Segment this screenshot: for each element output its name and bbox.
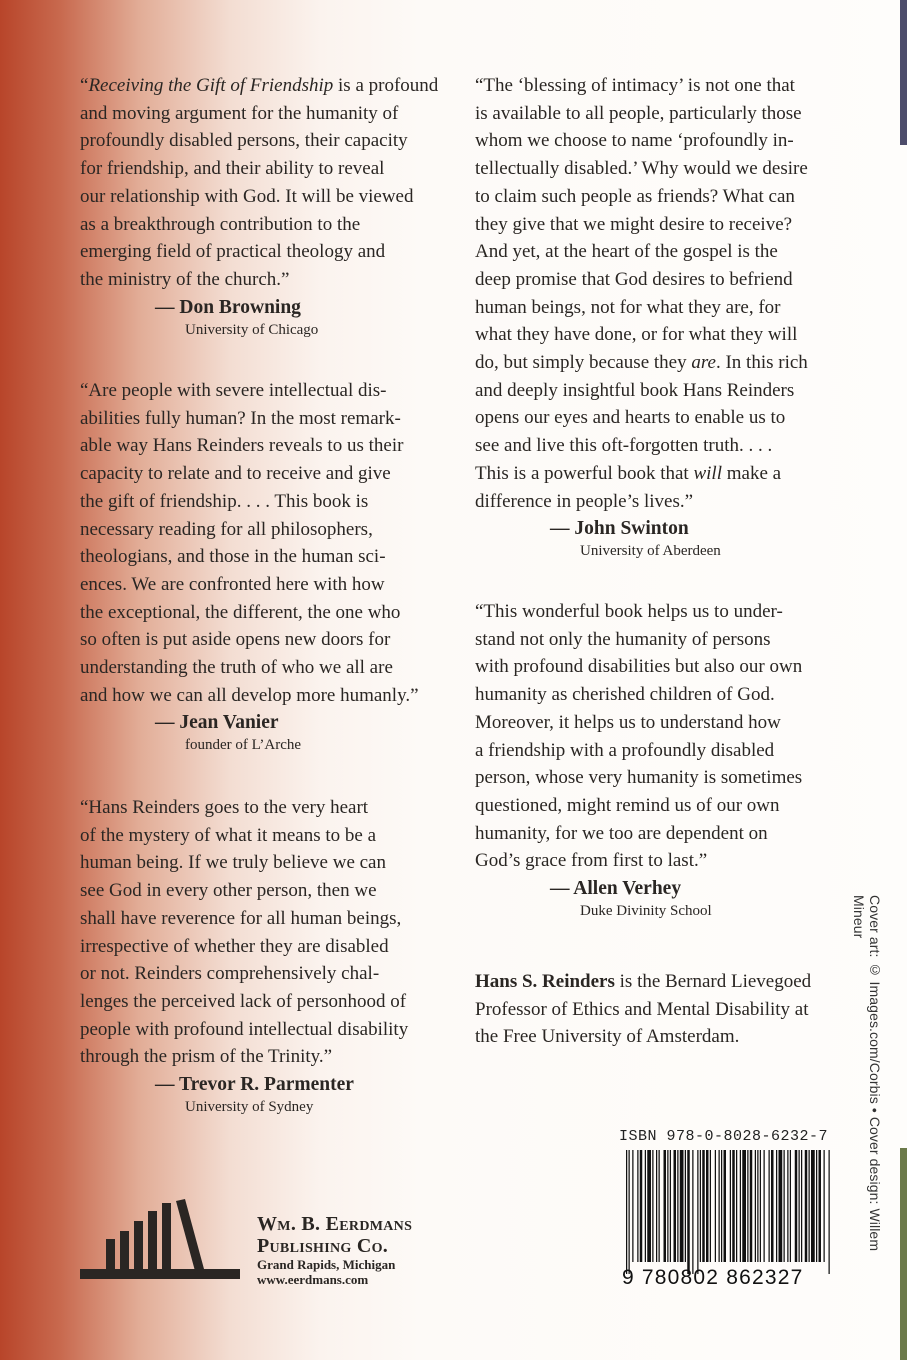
barcode-bar <box>664 1150 667 1262</box>
barcode-bar <box>629 1150 630 1274</box>
barcode-bar <box>687 1150 690 1274</box>
barcode-bar <box>769 1150 770 1262</box>
barcode-bar <box>715 1150 716 1262</box>
barcode-bar <box>764 1150 765 1262</box>
barcode-bar <box>719 1150 720 1262</box>
barcode-bar <box>824 1150 825 1262</box>
attribution-name: — Allen Verhey <box>550 878 682 900</box>
barcode-bar <box>829 1150 830 1274</box>
barcode-bar <box>626 1150 627 1274</box>
barcode-bar <box>799 1150 800 1262</box>
barcode-bar <box>640 1150 643 1262</box>
quote-attribution <box>155 1073 440 1117</box>
attribution-affiliation: University of Sydney <box>185 1099 314 1116</box>
quote-text: “The ‘blessing of intimacy’ is not one that is available to all people, particularly those whom we choose to name ‘profoundly in- tellectually disabled.’ Why would we desire to claim such people as friends? What can they give that we might desire to receive? And yet, at the heart of the gospel is the deep promise that God desires to befriend human beings, not for what they are, for what they have done, or for what they will do, but simply because they are. In this rich and deeply insightful book Hans Reinders opens our eyes and hearts to enable us to see and live this oft-forgotten truth. . . . This is a powerful book that will make a difference in people’s lives.” <box>475 75 808 512</box>
barcode-bar <box>659 1150 660 1262</box>
quote-parmenter <box>80 794 440 1117</box>
attribution-name: — Don Browning <box>155 296 301 318</box>
barcode-bar <box>742 1150 746 1262</box>
quote-attribution <box>550 517 837 561</box>
barcode-bar <box>647 1150 651 1262</box>
barcode-bar <box>816 1150 817 1262</box>
publisher-name-line2: Publishing Co. <box>257 1235 389 1257</box>
quote-browning <box>80 72 440 340</box>
barcode-bar <box>652 1150 653 1262</box>
barcode-bar <box>724 1150 727 1262</box>
cover-credit: Cover art: © Images.com/Corbis • Cover design: Willem Mineur <box>851 895 883 1252</box>
bottom-edge-tab <box>900 1148 907 1360</box>
attribution-affiliation: University of Chicago <box>185 321 319 338</box>
publisher-city: Grand Rapids, Michigan <box>257 1257 396 1272</box>
barcode-bar <box>776 1150 777 1262</box>
eerdmans-logo-icon <box>80 1195 240 1285</box>
barcode-bar <box>730 1150 731 1262</box>
barcode-bar <box>757 1150 758 1262</box>
barcode-bar <box>790 1150 791 1262</box>
barcode-bar <box>677 1150 678 1262</box>
barcode-bar <box>795 1150 798 1262</box>
quote-text: “Are people with severe intellectual dis- abilities fully human? In the most remark- able way Hans Reinders reveals to us their capacity to relate and to receive and give the gift of friendship. . . . This book is necessary reading for all philosophers, theologians, and those in the human sci- ences. We are confronted here with how the exceptional, the different, the one who so often is put aside opens new doors for understanding the truth of who we all are and how we can all develop more humanly.” <box>80 380 419 706</box>
barcode-bar <box>656 1150 657 1262</box>
quote-swinton <box>475 72 837 561</box>
barcode-bar <box>706 1150 709 1262</box>
author-bio <box>475 968 837 1051</box>
quote-verhey <box>475 598 837 921</box>
publisher-block <box>257 1213 412 1287</box>
barcode-bar <box>685 1150 686 1262</box>
attribution-affiliation: founder of L’Arche <box>185 737 302 754</box>
barcode-bar <box>674 1150 677 1262</box>
barcode-digits: 9 780802 862327 <box>622 1266 804 1289</box>
author-name: Hans S. Reinders <box>475 971 615 992</box>
barcode-bar <box>680 1150 684 1262</box>
barcode-bar <box>740 1150 741 1262</box>
quote-attribution <box>155 711 440 755</box>
barcode-bar <box>819 1150 822 1262</box>
barcode-bar <box>732 1150 735 1262</box>
barcode-bar <box>632 1150 633 1262</box>
publisher-url: www.eerdmans.com <box>257 1272 369 1287</box>
attribution-name: — Trevor R. Parmenter <box>155 1074 354 1096</box>
barcode-bar <box>697 1150 698 1274</box>
barcode-bar <box>809 1150 810 1262</box>
isbn-label: ISBN 978-0-8028-6232-7 <box>619 1128 829 1145</box>
quote-attribution <box>550 877 837 921</box>
attribution-name: — Jean Vanier <box>155 712 279 734</box>
quote-text: “Hans Reinders goes to the very heart of the mystery of what it means to be a human being. If we truly believe we can see God in every other person, then we shall have reverence for all human beings, irrespective of whether they are disabled or not. Reinders comprehensively chal- lenges the perceived lack of personhood of people with profound intellectual disability through the prism of the Trinity.” <box>80 797 409 1068</box>
barcode-bar <box>692 1150 693 1274</box>
barcode-bar <box>645 1150 646 1262</box>
attribution-name: — John Swinton <box>550 518 689 540</box>
publisher-name-line1: Wm. B. Eerdmans <box>257 1213 413 1235</box>
barcode-bar <box>811 1150 815 1262</box>
quote-text: “Receiving the Gift of Friendship is a profound and moving argument for the humanity of profoundly disabled persons, their capacity for friendship, and their ability to reveal our relationship with God. It will be viewed as a breakthrough contribution to the emerging field of practical theology and the ministry of the church.” <box>80 75 439 290</box>
barcode-bar <box>755 1150 756 1262</box>
barcode-bar <box>771 1150 774 1262</box>
attribution-affiliation: Duke Divinity School <box>580 903 712 920</box>
barcode-bar <box>801 1150 802 1262</box>
barcode-bar <box>736 1150 737 1262</box>
bio-text: Hans S. Reinders is the Bernard Lievegoed Professor of Ethics and Mental Disability at the Free University of Amsterdam. <box>475 971 812 1048</box>
attribution-affiliation: University of Aberdeen <box>580 543 721 560</box>
quote-vanier <box>80 377 440 755</box>
barcode-bar <box>710 1150 711 1262</box>
barcode-bar <box>747 1150 748 1262</box>
barcode-bar <box>787 1150 788 1262</box>
barcode-bar <box>700 1150 701 1262</box>
barcode-bar <box>805 1150 808 1262</box>
barcode-bar <box>721 1150 722 1262</box>
barcode-bar <box>670 1150 671 1262</box>
quote-text: “This wonderful book helps us to under- stand not only the humanity of persons with profound disabilities but also our own humanity as cherished children of God. Moreover, it helps us to understand how a friendship with a profoundly disabled person, whose very humanity is sometimes questioned, might remind us of our own humanity, for we too are dependent on God’s grace from first to last.” <box>475 601 803 872</box>
barcode-bar <box>702 1150 705 1262</box>
barcode-bar <box>750 1150 753 1262</box>
quote-attribution <box>155 296 440 340</box>
barcode-bar <box>760 1150 761 1262</box>
barcode-bar <box>779 1150 783 1262</box>
barcode-bar <box>784 1150 785 1262</box>
barcode-bar <box>637 1150 638 1262</box>
top-edge-tab <box>900 0 907 145</box>
barcode-bar <box>667 1150 668 1262</box>
